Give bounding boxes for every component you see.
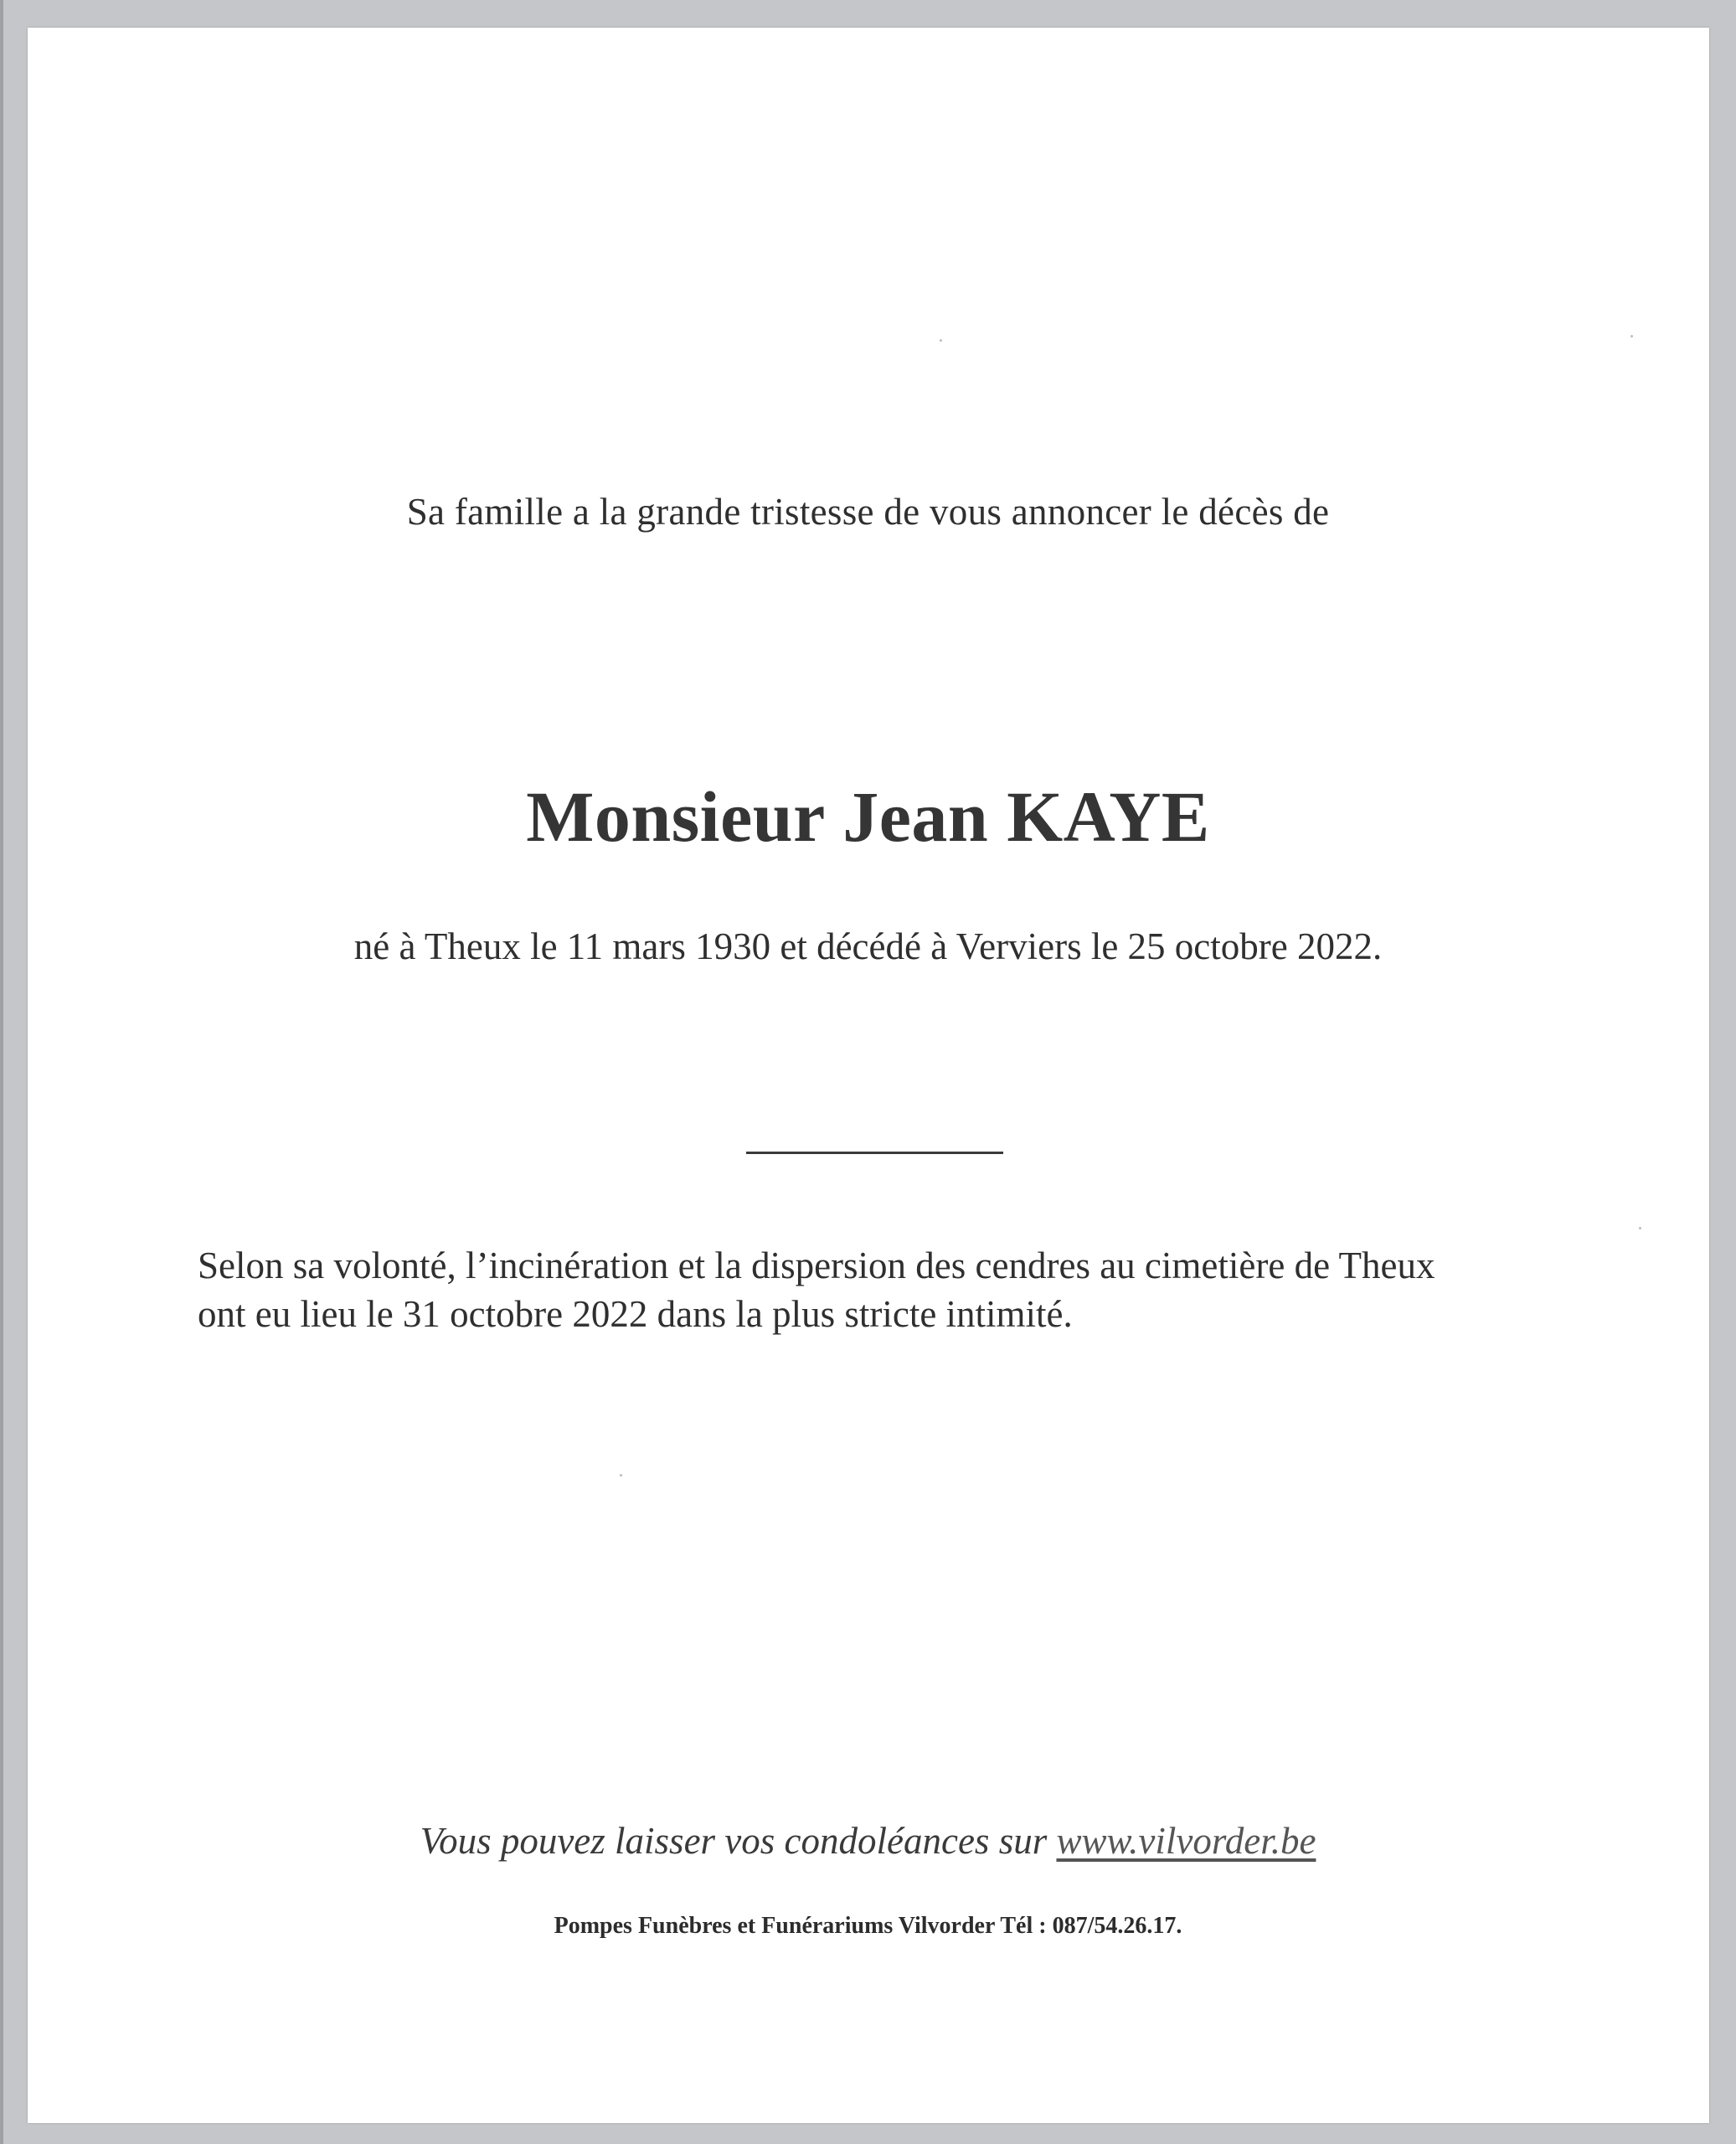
condolences-text: Vous pouvez laisser vos condoléances sur <box>420 1820 1057 1862</box>
scan-speck <box>620 1474 622 1477</box>
deceased-name: Monsieur Jean KAYE <box>526 776 1210 857</box>
scan-speck <box>1630 335 1633 338</box>
birth-death-dates: né à Theux le 11 mars 1930 et décédé à Verviers le 25 octobre 2022. <box>353 925 1383 967</box>
ceremony-details <box>198 1241 1554 1338</box>
scan-speck <box>940 339 942 342</box>
ceremony-details-line-2: ont eu lieu le 31 octobre 2022 dans la plus stricte intimité. <box>198 1293 1073 1335</box>
condolences-link[interactable]: www.vilvorder.be <box>1056 1820 1316 1862</box>
ceremony-details-line-1: Selon sa volonté, l’incinération et la dispersion des cendres au cimetière de Theux <box>198 1245 1435 1286</box>
divider-line <box>746 1152 1003 1154</box>
announcement-intro: Sa famille a la grande tristesse de vous annoncer le décès de <box>406 491 1330 533</box>
condolences-note <box>0 1819 1736 1863</box>
scan-speck <box>1639 1227 1641 1229</box>
funeral-home-footer: Pompes Funèbres et Funérariums Vilvorder Tél : 087/54.26.17. <box>554 1913 1182 1939</box>
paper-sheet <box>28 28 1709 2123</box>
